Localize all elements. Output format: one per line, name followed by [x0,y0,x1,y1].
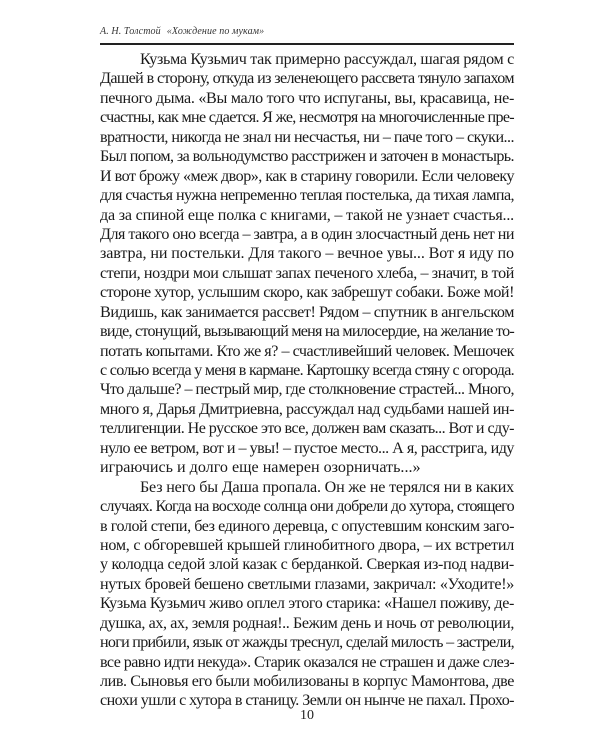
text-line: вратности, никогда не знал ни несчастья, ни – паче того – скуки... [100,128,514,146]
paragraph-1 [100,50,514,478]
text-line: много я, Дарья Дмитриевна, рассуждал над судьбами нашей ин- [100,400,514,418]
text-line: Кузьма Кузьмич живо оплел этого старика: «Нашел поживу, де- [100,595,514,613]
text-line: завтра, ни постельки. Для такого – вечное увы... Вот я иду по [100,245,514,263]
text-line: снохи ушли с хутора в станицу. Земли он нынче не пахал. Прохо- [100,692,514,710]
running-head [100,26,514,37]
text-line: у колодца седой злой казак с берданкой. Сверкая из-под надви- [100,556,514,574]
text-line: играючись и долго еще намерен озорничать...» [100,459,421,477]
text-line: ном, с обгоревшей крышей глинобитного двора, – их встретил [100,536,514,554]
text-line: ноги прибили, язык от жажды треснул, сделай милость – застрели, [100,634,514,652]
text-line: с солью всегда у меня в кармане. Картошку всегда стяну с огорода. [100,362,514,379]
text-line: Без него бы Даша пропала. Он же не терялся ни в каких [140,478,514,496]
text-line: душка, ах, ах, земля родная!.. Бежим день и ночь от революции, [100,614,514,632]
text-line: все равно идти некуда». Старик оказался не страшен и даже слез- [100,653,514,671]
text-line: счастны, как мне сдается. Я же, несмотря на многочисленные пре- [100,109,514,127]
text-line: потать копытами. Кто же я? – счастливейший человек. Мешочек [100,342,514,360]
text-line: в голой степи, без единого деревца, с опустевшим конским заго- [100,517,514,535]
text-line: случаях. Когда на восходе солнца они добрели до хутора, стоящего [100,498,514,516]
header-rule [100,43,514,45]
page-number: 10 [300,708,314,723]
text-line: Был попом, за вольнодумство расстрижен и заточен в монастырь. [100,148,514,166]
text-line: Дашей в сторону, откуда из зеленеющего рассвета тянуло запахом [100,70,514,88]
text-line: Для такого оно всегда – завтра, а в один злосчастный день нет ни [100,225,514,243]
text-line: лив. Сыновья его были мобилизованы в корпус Мамонтова, две [100,673,514,690]
text-line: нутых бровей бешено светлыми глазами, закричал: «Уходите!» [100,575,514,593]
text-line: виде, стонущий, вызывающий меня на милосердие, на желание то- [100,323,514,341]
text-line: нуло ее ветром, вот и – увы! – пустое место... А я, расстрига, иду [100,439,514,457]
text-line: печного дыма. «Вы мало того что испуганы, вы, красавица, не- [100,89,514,107]
body-text [100,50,514,711]
text-line: теллигенции. Не русское это все, должен вам сказать... Вот и сду- [100,420,514,438]
text-line: И вот брожу «меж двор», как в старину говорили. Если человеку [100,167,514,185]
text-line: для счастья нужна непременно теплая постелька, да тихая лампа, [100,187,514,205]
text-line: да за спиной еще полка с книгами, – такой не узнает счастья... [100,206,515,224]
text-line: Что дальше? – пестрый мир, где столкновение страстей... Много, [100,381,514,399]
paragraph-2 [100,478,514,711]
text-line: стороне хутор, услышим скоро, как забрешут собаки. Боже мой! [100,284,514,302]
text-line: Видишь, как занимается рассвет! Рядом – спутник в ангельском [100,303,514,321]
running-head-title: «Хождение по мукам» [166,26,265,37]
running-head-author: А. Н. Толстой [100,26,161,37]
text-line: степи, ноздри мои слышат запах печеного хлеба, – значит, в той [100,264,514,282]
book-page [100,0,514,750]
text-line: Кузьма Кузьмич так примерно рассуждал, шагая рядом с [140,51,514,68]
